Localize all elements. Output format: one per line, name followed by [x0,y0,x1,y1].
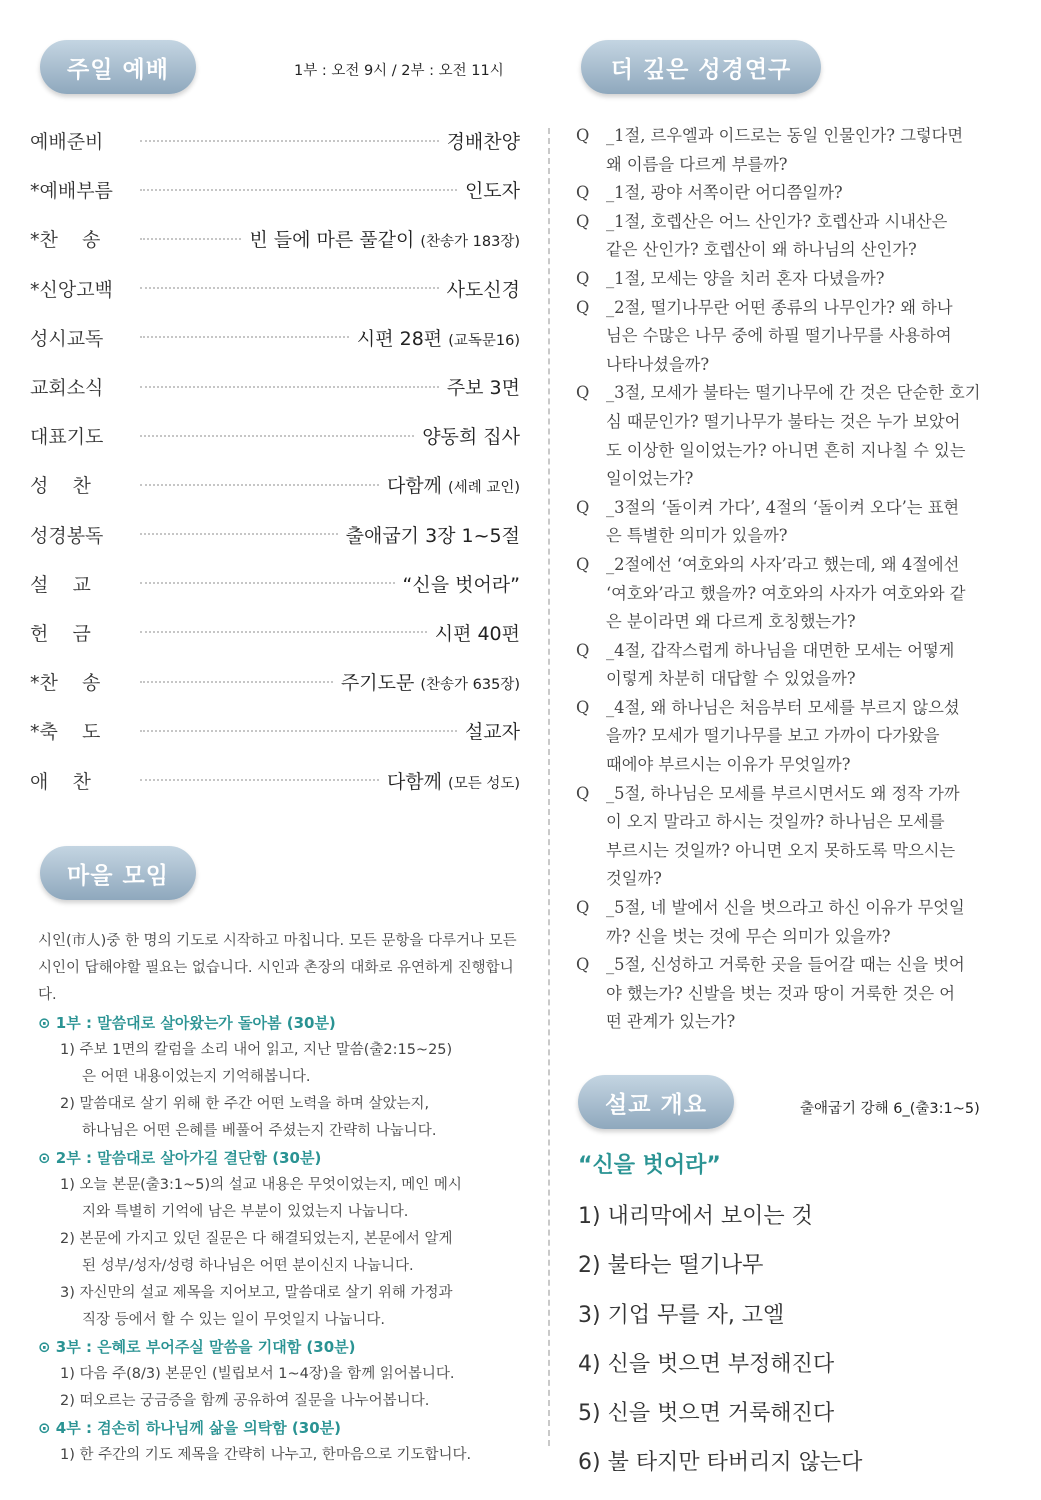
order-row [30,411,520,460]
village-item [38,1091,520,1145]
village-intro: 시인(市人)중 한 명의 기도로 시작하고 마칩니다. 모든 문항을 다루거나 모든 시인이 답해야할 필요는 없습니다. 시인과 촌장의 대화로 유연하게 진행합니다. [38,933,517,1003]
dotted-leader [140,631,427,633]
order-label: 설 교 [30,573,91,596]
question-line: 것일까? [606,869,662,889]
dotted-leader [140,336,349,338]
order-label: 성경봉독 [30,524,104,547]
order-value [387,471,520,498]
order-value [435,619,520,646]
order-label: 성 찬 [30,475,91,498]
order-row [30,755,520,804]
order-label: 성시교독 [30,327,104,350]
order-label: *찬 송 [30,672,101,695]
dotted-leader [140,533,338,535]
sermon-point: 1) 내리막에서 보이는 것 [578,1204,813,1229]
order-value-text: 주보 3면 [446,377,520,400]
order-value-text: 주기도문 [340,672,421,695]
sermon-outline [578,1192,862,1488]
village-item [38,1226,520,1280]
dotted-leader [140,779,379,781]
order-value [403,570,521,597]
village-item-line: 1) 주보 1면의 칼럼을 소리 내어 읽고, 지난 말씀(출2:15~25) [60,1042,453,1058]
question-line: 왜 이름을 다르게 부를까? [606,154,788,174]
order-value-text: 출애굽기 3장 1~5절 [345,524,520,547]
study-question [576,122,1016,179]
order-label: 교회소식 [30,377,104,400]
question-line: 님은 수많은 나무 중에 하필 떨기나무를 사용하여 [606,326,952,346]
order-value-text: 시편 28편 [356,327,449,350]
question-text [606,780,1016,894]
village-item-continuation: 은 어떤 내용이었는지 기억해봅니다. [82,1069,311,1085]
order-value [447,275,520,302]
question-line: _5절, 하나님은 모세를 부르시면서도 왜 정작 가까 [606,783,960,803]
dotted-leader [140,484,379,486]
question-line: 심 때문인가? 떨기나무가 불타는 것은 누가 보았어 [606,411,961,431]
question-line: _5절, 신성하고 거룩한 곳을 들어갈 때는 신을 벗어 [606,955,965,975]
sermon-point: 6) 불 타지만 타버리지 않는다 [578,1450,863,1476]
order-value-text: 빈 들에 마른 풀같이 [249,229,421,252]
question-marker: Q [576,955,590,975]
question-marker: Q [576,554,590,574]
village-part-title: ⊙ 3부 : 은혜로 부어주실 말씀을 기대함 (30분) [38,1338,356,1356]
order-value-text: 다함께 [386,770,449,793]
village-item-line: 3) 자신만의 설교 제목을 지어보고, 말씀대로 살기 위해 가정과 [60,1285,453,1301]
question-line: _1절, 르우엘과 이드로는 동일 인물인가? 그렇다면 [606,126,964,145]
village-item-line: 2) 본문에 가지고 있던 질문은 다 해결되었는지, 본문에서 알게 [60,1231,453,1247]
question-line: _4절, 왜 하나님은 처음부터 모세를 부르지 않으셨 [606,697,960,717]
village-item-continuation: 직장 등에서 할 수 있는 일이 무엇일지 나눕니다. [82,1312,386,1328]
order-row [30,264,520,313]
order-row [30,706,520,755]
sermon-section-title: 설교 개요 [578,1075,734,1129]
study-question [576,494,1016,551]
village-item [38,1442,520,1469]
sermon-headline: “신을 벗어라” [578,1153,721,1178]
sermon-point: 4) 신을 벗으면 부정해진다 [578,1351,835,1377]
question-line: 이렇게 차분히 대답할 수 있었을까? [606,669,856,689]
question-line: 떤 관계가 있는가? [606,1012,736,1032]
study-question [576,379,1016,493]
village-item [38,1388,520,1415]
order-value-text: 양동희 집사 [422,426,520,449]
question-line: _1절, 모세는 양을 치러 혼자 다녔을까? [606,268,885,288]
order-value-note: (찬송가 635장) [420,677,520,694]
question-line: _4절, 갑작스럽게 하나님을 대면한 모세는 어떻게 [606,640,955,660]
order-label: 헌 금 [30,622,91,645]
order-value [357,324,520,351]
question-line: _1절, 호렙산은 어느 산인가? 호렙산과 시내산은 [606,211,948,231]
question-line: 같은 산인가? 호렙산이 왜 하나님의 산인가? [606,240,917,260]
question-text [606,551,1016,637]
dotted-leader [140,140,439,142]
village-part-title: ⊙ 1부 : 말씀대로 살아왔는가 돌아봄 (30분) [38,1014,336,1032]
study-question [576,265,1016,294]
order-row [30,510,520,559]
question-line: 까? 신을 벗는 것에 무슨 의미가 있을까? [606,926,891,946]
order-value-text: 설교자 [464,721,520,744]
dotted-leader [140,582,395,584]
question-line: 을까? 모세가 떨기나무를 보고 가까이 다가왔을 [606,726,940,746]
question-marker: Q [576,697,590,717]
order-value-note: (교독문16) [448,332,520,349]
question-text [606,951,1016,1037]
question-text [606,694,1016,780]
village-item-continuation: 지와 특별히 기억에 남은 부분이 있었는지 나눕니다. [82,1204,409,1220]
village-item [38,1172,520,1226]
order-label: *신앙고백 [30,278,113,301]
question-line: _3절의 ‘돌이켜 가다’, 4절의 ‘돌이켜 오다’는 표현 [606,497,960,517]
order-value [346,521,520,548]
question-line: 부르시는 것일까? 아니면 오지 못하도록 막으시는 [606,840,956,860]
village-item [38,1037,520,1091]
village-item [38,1280,520,1334]
village-item-line: 2) 떠오르는 궁금증을 함께 공유하여 질문을 나누어봅니다. [60,1393,430,1409]
order-row [30,362,520,411]
village-guide [38,928,520,1469]
study-question [576,637,1016,694]
question-text [606,208,1016,265]
question-text [606,265,1016,294]
order-value [465,176,520,203]
order-row [30,460,520,509]
order-value [465,717,520,744]
order-row [30,608,520,657]
study-section-title: 더 깊은 성경연구 [581,40,821,94]
village-section-title: 마을 모임 [40,846,196,900]
village-item-line: 1) 다음 주(8/3) 본문인 (빌립보서 1~4장)을 함께 읽어봅니다. [60,1366,455,1382]
question-marker: Q [576,211,590,231]
order-value [341,668,520,695]
order-label: 애 찬 [30,770,91,793]
question-line: 일이었는가? [606,469,694,489]
order-value-text: 인도자 [464,180,520,203]
question-text [606,122,1016,179]
question-line: _1절, 광야 서쪽이란 어디쯤일까? [606,183,843,203]
question-marker: Q [576,297,590,317]
question-text [606,179,1016,208]
question-text [606,294,1016,380]
order-label: *축 도 [30,721,101,744]
order-row [30,559,520,608]
worship-section-title: 주일 예배 [40,40,196,94]
order-value-note: (모든 성도) [448,775,520,792]
study-question [576,780,1016,894]
question-line: _2절, 떨기나무란 어떤 종류의 나무인가? 왜 하나 [606,297,953,317]
village-item-line: 2) 말씀대로 살기 위해 한 주간 어떤 노력을 하며 살았는지, [60,1096,430,1112]
order-value-note: (세례 교인) [448,480,520,497]
question-marker: Q [576,126,590,145]
question-marker: Q [576,783,590,803]
village-part-title: ⊙ 2부 : 말씀대로 살아가길 결단함 (30분) [38,1149,322,1167]
question-marker: Q [576,383,590,403]
question-line: _5절, 네 발에서 신을 벗으라고 하신 이유가 무엇일 [606,898,965,918]
study-question [576,179,1016,208]
question-marker: Q [576,640,590,660]
study-question [576,294,1016,380]
dotted-leader [140,730,457,732]
question-marker: Q [576,898,590,918]
sermon-reference: 출애굽기 강해 6_(출3:1~5) [800,1101,980,1117]
study-question-list [576,122,1016,1037]
order-label: 대표기도 [30,426,104,449]
question-line: 은 분이라면 왜 다르게 호칭했는가? [606,612,856,632]
question-line: 은 특별한 의미가 있을까? [606,526,788,546]
question-line: 이 오지 말라고 하시는 것일까? 하나님은 모세를 [606,812,945,832]
order-label: *찬 송 [30,229,101,252]
question-text [606,494,1016,551]
question-marker: Q [576,497,590,517]
order-value-text: 경배찬양 [446,131,520,154]
order-value [249,225,520,252]
order-row [30,313,520,362]
sermon-point: 3) 기업 무를 자, 고엘 [578,1302,785,1328]
village-item-line: 1) 한 주간의 기도 제목을 간략히 나누고, 한마음으로 기도합니다. [60,1447,472,1463]
order-value [447,127,520,154]
question-marker: Q [576,268,590,288]
question-text [606,379,1016,493]
dotted-leader [140,287,439,289]
worship-times: 1부 : 오전 9시 / 2부 : 오전 11시 [294,63,504,79]
order-row [30,657,520,706]
order-row [30,165,520,214]
study-question [576,551,1016,637]
village-part-title: ⊙ 4부 : 겸손히 하나님께 삶을 의탁함 (30분) [38,1419,342,1437]
dotted-leader [140,681,333,683]
question-line: 때에야 부르시는 이유가 무엇일까? [606,755,851,775]
order-value [447,373,520,400]
village-item-continuation: 하나님은 어떤 은혜를 베풀어 주셨는지 간략히 나눕니다. [82,1123,437,1139]
order-value-text: 다함께 [386,475,449,498]
village-item-line: 1) 오늘 본문(출3:1~5)의 설교 내용은 무엇이었는지, 메인 메시 [60,1177,462,1193]
order-of-worship [30,116,520,805]
column-divider [548,128,550,1446]
question-marker: Q [576,183,590,203]
study-question [576,894,1016,951]
order-row [30,214,520,263]
sermon-point: 5) 신을 벗으면 거룩해진다 [578,1401,835,1427]
study-question [576,694,1016,780]
order-value-text: “신을 벗어라” [402,573,520,596]
dotted-leader [140,189,457,191]
question-line: 나타나셨을까? [606,354,710,374]
question-line: _2절에선 ‘여호와의 사자’라고 했는데, 왜 4절에선 [606,554,960,574]
order-label: *예배부름 [30,180,113,203]
order-value-note: (찬송가 183장) [420,234,520,251]
question-line: 도 이상한 일이었는가? 아니면 흔히 지나칠 수 있는 [606,440,966,460]
sermon-point: 2) 불타는 떨기나무 [578,1253,764,1279]
study-question [576,951,1016,1037]
order-value [387,767,520,794]
question-line: ‘여호와’라고 했을까? 여호와의 사자가 여호와와 같 [606,583,966,603]
question-line: 야 했는가? 신발을 벗는 것과 땅이 거룩한 것은 어 [606,983,955,1003]
question-text [606,637,1016,694]
dotted-leader [140,386,439,388]
village-item-continuation: 된 성부/성자/성령 하나님은 어떤 분이신지 나눕니다. [82,1258,414,1274]
order-value [422,422,520,449]
order-value-text: 시편 40편 [434,622,520,645]
question-line: _3절, 모세가 불타는 떨기나무에 간 것은 단순한 호기 [606,383,981,403]
dotted-leader [140,238,241,240]
study-question [576,208,1016,265]
order-value-text: 사도신경 [446,278,520,301]
order-row [30,116,520,165]
village-item [38,1361,520,1388]
order-label: 예배준비 [30,131,104,154]
dotted-leader [140,435,414,437]
question-text [606,894,1016,951]
